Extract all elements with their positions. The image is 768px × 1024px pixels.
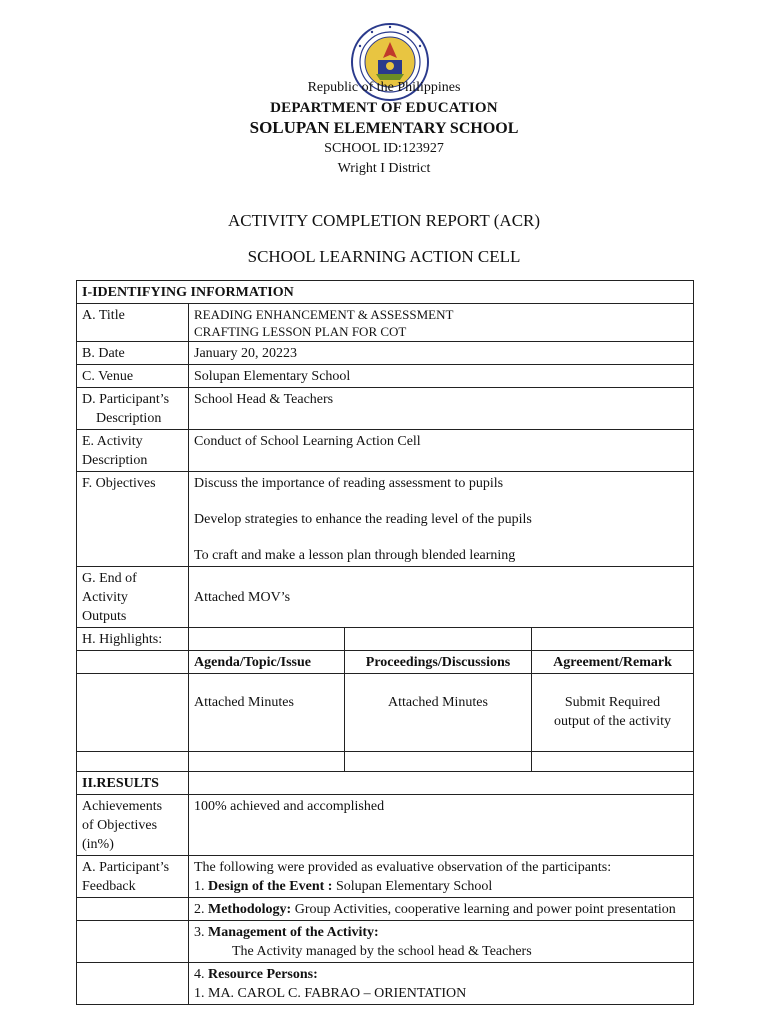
row-title	[77, 304, 694, 342]
objectives-label: F. Objectives	[77, 472, 189, 567]
school-name	[0, 118, 768, 139]
department-line: DEPARTMENT OF EDUCATION	[270, 100, 498, 116]
row-feedback-3	[77, 921, 694, 963]
participants-label-line-2: Description	[96, 411, 162, 426]
item-number: 1.	[194, 879, 205, 894]
achievements-value: 100% achieved and accomplished	[189, 795, 694, 856]
feedback-label-line-1: A. Participant’s	[82, 860, 170, 875]
row-date	[77, 342, 694, 365]
highlights-label: H. Highlights:	[77, 628, 189, 651]
achievements-label	[77, 795, 189, 856]
school-name-rest: ELEMENTARY SCHOOL	[333, 120, 519, 137]
achievements-label-line-1: Achievements	[82, 799, 163, 814]
activity-label	[77, 430, 189, 472]
item-text: Group Activities, cooperative learning and power point presentation	[294, 902, 676, 917]
title-line-2: CRAFTING LESSON PLAN FOR COT	[194, 324, 407, 339]
feedback-label-line-2: Feedback	[82, 879, 136, 894]
highlights-data-row	[77, 674, 694, 752]
letterhead	[0, 78, 768, 179]
outputs-label-line-1: G. End of	[82, 571, 137, 586]
section2-heading: II.RESULTS	[77, 772, 189, 795]
item-heading: Design of the Event :	[208, 879, 333, 894]
item-text: Solupan Elementary School	[335, 879, 493, 894]
agreement-value	[532, 674, 694, 752]
activity-value: Conduct of School Learning Action Cell	[189, 430, 694, 472]
activity-label-line-1: E. Activity	[82, 434, 143, 449]
section1-heading-row	[77, 281, 694, 304]
item-number: 2.	[194, 902, 205, 917]
title-line-1: READING ENHANCEMENT & ASSESSMENT	[194, 307, 454, 322]
item-text: The Activity managed by the school head & Teachers	[232, 944, 532, 959]
feedback-intro: The following were provided as evaluative observation of the participants:	[194, 860, 612, 875]
row-activity	[77, 430, 694, 472]
row-feedback-1	[77, 856, 694, 898]
column-header-agenda: Agenda/Topic/Issue	[189, 651, 345, 674]
objective-item: To craft and make a lesson plan through blended learning	[194, 548, 516, 563]
objective-item: Discuss the importance of reading assessment to pupils	[194, 476, 504, 491]
acr-table	[76, 280, 694, 1005]
row-venue	[77, 365, 694, 388]
feedback-item-1	[189, 856, 694, 898]
achievements-label-line-2: of Objectives	[82, 818, 158, 833]
outputs-label-line-2: Activity	[82, 590, 128, 605]
item-number: 3.	[194, 925, 205, 940]
row-achievements	[77, 795, 694, 856]
participants-label	[77, 388, 189, 430]
participants-value: School Head & Teachers	[189, 388, 694, 430]
proceedings-value: Attached Minutes	[345, 674, 532, 752]
title-label: A. Title	[77, 304, 189, 342]
section2-heading-row	[77, 772, 694, 795]
item-heading: Resource Persons:	[208, 967, 318, 982]
row-outputs	[77, 567, 694, 628]
item-heading: Management of the Activity:	[208, 925, 379, 940]
activity-label-line-2: Description	[82, 453, 148, 468]
venue-label: C. Venue	[77, 365, 189, 388]
school-name-first: SOLUPAN	[249, 118, 330, 137]
row-objectives	[77, 472, 694, 567]
report-subtitle: SCHOOL LEARNING ACTION CELL	[247, 247, 521, 266]
school-id: SCHOOL ID:123927	[324, 141, 444, 156]
highlights-empty-row	[77, 752, 694, 772]
date-label: B. Date	[77, 342, 189, 365]
row-participants	[77, 388, 694, 430]
row-feedback-2	[77, 898, 694, 921]
item-text: 1. MA. CAROL C. FABRAO – ORIENTATION	[194, 986, 467, 1001]
outputs-label	[77, 567, 189, 628]
agreement-line-1: Submit Required	[564, 695, 661, 710]
outputs-value: Attached MOV’s	[189, 567, 694, 628]
report-title: ACTIVITY COMPLETION REPORT (ACR)	[227, 211, 541, 230]
row-highlights	[77, 628, 694, 651]
achievements-label-line-3: (in%)	[82, 837, 114, 852]
feedback-item-3	[189, 921, 694, 963]
agenda-value: Attached Minutes	[189, 674, 345, 752]
column-header-agreement: Agreement/Remark	[532, 651, 694, 674]
objective-item: Develop strategies to enhance the reading level of the pupils	[194, 512, 532, 527]
row-feedback-4	[77, 963, 694, 1005]
objectives-list	[189, 472, 694, 567]
feedback-label	[77, 856, 189, 898]
section1-heading: I-IDENTIFYING INFORMATION	[77, 281, 694, 304]
date-value: January 20, 20223	[189, 342, 694, 365]
republic-line: Republic of the Philippines	[307, 80, 461, 95]
highlights-header-row	[77, 651, 694, 674]
item-heading: Methodology:	[208, 902, 292, 917]
venue-value: Solupan Elementary School	[189, 365, 694, 388]
column-header-proceedings: Proceedings/Discussions	[345, 651, 532, 674]
outputs-label-line-3: Outputs	[82, 609, 127, 624]
title-value	[189, 304, 694, 342]
item-number: 4.	[194, 967, 205, 982]
feedback-item-2	[189, 898, 694, 921]
feedback-item-4	[189, 963, 694, 1005]
agreement-line-2: output of the activity	[553, 714, 672, 729]
district: Wright I District	[337, 161, 431, 176]
participants-label-line-1: D. Participant’s	[82, 392, 170, 407]
